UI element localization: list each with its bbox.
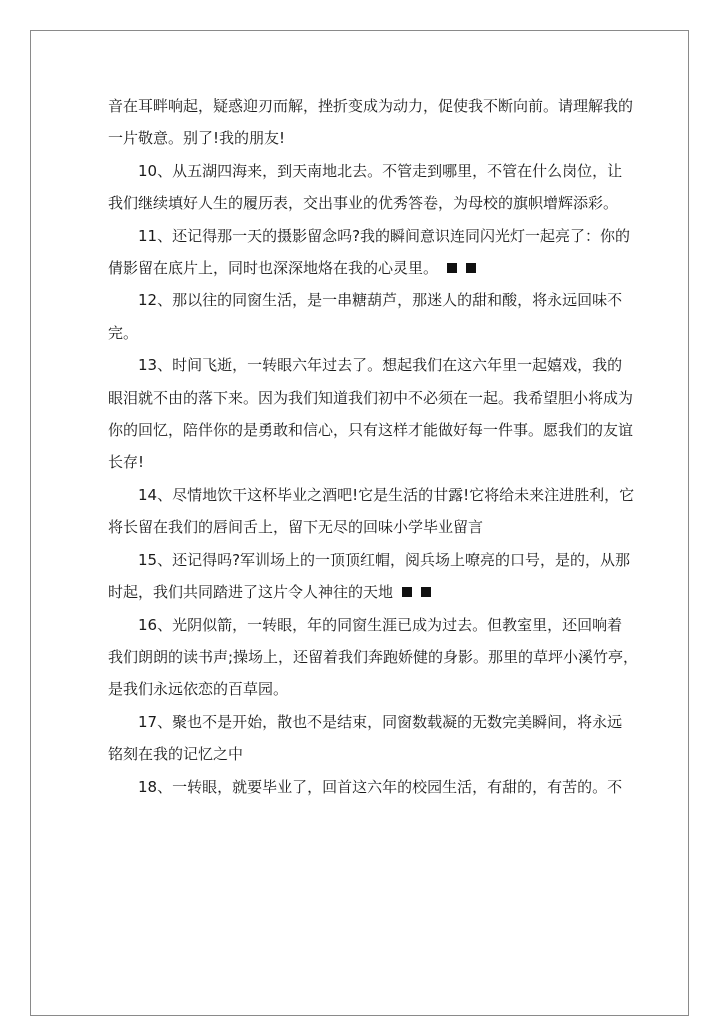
text-line: 音在耳畔响起，疑惑迎刃而解，挫折变成为动力，促使我不断向前。请理解我的 bbox=[108, 97, 634, 115]
text-line: 一片敬意。别了!我的朋友! bbox=[108, 129, 286, 148]
text-line: 铭刻在我的记忆之中 bbox=[108, 745, 244, 764]
text-line bbox=[108, 576, 614, 608]
text-span: 时起，我们共同踏进了这片令人神往的天地 bbox=[108, 583, 394, 602]
text-line: 14、尽情地饮干这杯毕业之酒吧!它是生活的甘露!它将给未来注进胜利，它 bbox=[138, 485, 635, 504]
paragraph-item-17 bbox=[108, 706, 623, 771]
text-line: 我们继续填好人生的履历表，交出事业的优秀答卷，为母校的旗帜增辉添彩。 bbox=[108, 194, 619, 213]
square-bullet-icon bbox=[402, 587, 412, 597]
text-line: 长存! bbox=[108, 453, 145, 472]
text-line: 11、还记得那一天的摄影留念吗?我的瞬间意识连同闪光灯一起亮了：你的 bbox=[138, 226, 631, 245]
document-body bbox=[108, 90, 639, 803]
text-line: 16、光阴似箭，一转眼，年的同窗生涯已成为过去。但教室里，还回响着 bbox=[138, 615, 623, 634]
text-line: 将长留在我们的唇间舌上，留下无尽的回味小学毕业留言 bbox=[108, 518, 484, 537]
text-line: 你的回忆，陪伴你的是勇敢和信心，只有这样才能做好每一件事。愿我们的友谊 bbox=[108, 421, 634, 440]
text-line: 我们朗朗的读书声;操场上，还留着我们奔跑娇健的身影。那里的草坪小溪竹亭， bbox=[108, 647, 639, 666]
paragraph-item-13 bbox=[108, 349, 634, 479]
square-bullet-icon bbox=[466, 263, 476, 273]
text-line: 10、从五湖四海来，到天南地北去。不管走到哪里，不管在什么岗位，让 bbox=[138, 161, 623, 180]
paragraph-item-12 bbox=[108, 284, 623, 349]
text-line bbox=[108, 252, 614, 284]
paragraph-item-10 bbox=[108, 155, 623, 220]
paragraph-continuation bbox=[108, 90, 634, 155]
text-line: 是我们永远依恋的百草园。 bbox=[108, 680, 289, 699]
text-line: 15、还记得吗?军训场上的一顶顶红帽，阅兵场上嘹亮的口号，是的，从那 bbox=[138, 550, 631, 569]
paragraph-item-16 bbox=[108, 609, 639, 706]
text-line: 12、那以往的同窗生活，是一串糖葫芦，那迷人的甜和酸，将永远回味不 bbox=[138, 291, 623, 310]
text-line: 17、聚也不是开始，散也不是结束，同窗数载凝的无数完美瞬间，将永远 bbox=[138, 712, 623, 731]
paragraph-item-15 bbox=[108, 544, 631, 609]
paragraph-item-11 bbox=[108, 220, 631, 285]
square-bullet-icon bbox=[421, 587, 431, 597]
paragraph-item-14 bbox=[108, 479, 635, 544]
text-span: 倩影留在底片上，同时也深深地烙在我的心灵里。 bbox=[108, 259, 439, 278]
text-line: 13、时间飞逝，一转眼六年过去了。想起我们在这六年里一起嬉戏，我的 bbox=[138, 356, 623, 375]
text-line: 完。 bbox=[108, 323, 139, 342]
text-line: 18、一转眼，就要毕业了，回首这六年的校园生活，有甜的，有苦的。不 bbox=[138, 777, 623, 796]
paragraph-item-18 bbox=[108, 771, 623, 803]
text-line: 眼泪就不由的落下来。因为我们知道我们初中不必须在一起。我希望胆小将成为 bbox=[108, 388, 634, 407]
square-bullet-icon bbox=[447, 263, 457, 273]
